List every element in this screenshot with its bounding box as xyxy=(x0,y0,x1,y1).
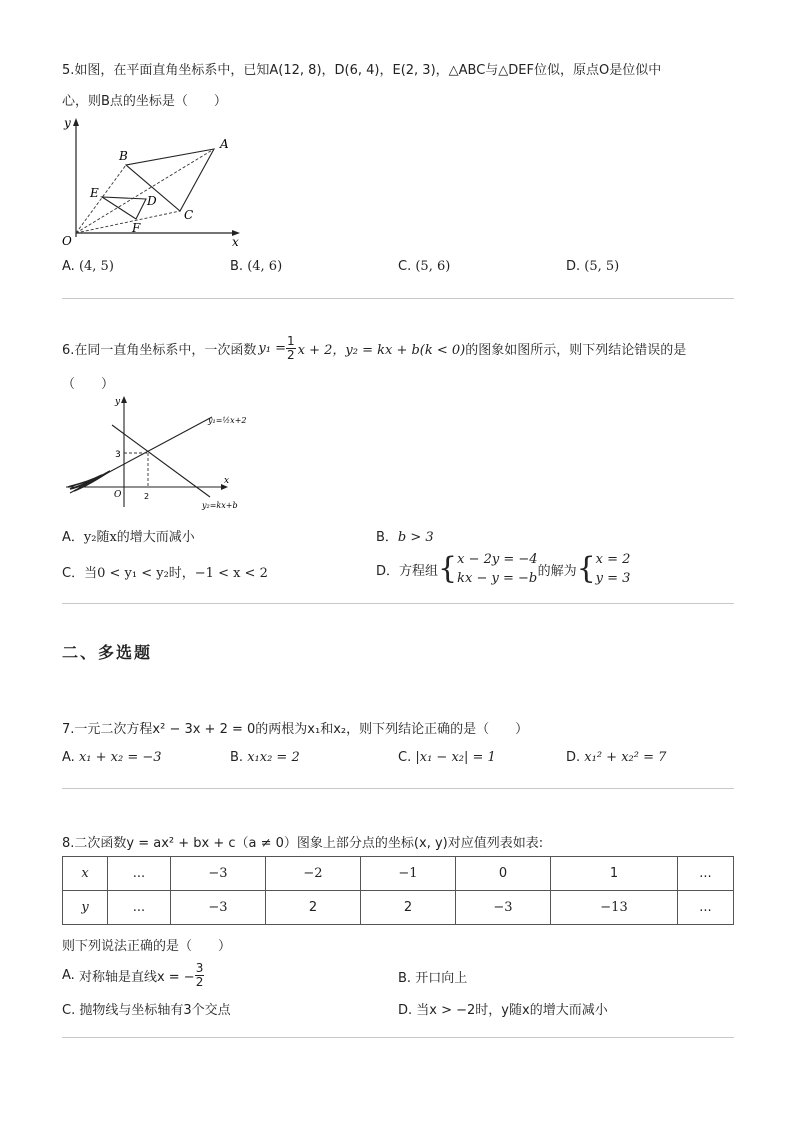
q6-option-d-pre: 方程组 xyxy=(399,563,439,579)
q5-ray-ob xyxy=(76,165,126,233)
q8-option-c-letter: C. xyxy=(62,1003,76,1018)
q6-system2 xyxy=(596,550,631,588)
q8-option-a-fraction xyxy=(195,962,205,988)
q5-option-d-letter: D. xyxy=(566,259,581,274)
q6-label-2: 2 xyxy=(144,492,150,501)
q8-option-d-text: 当x > −2时，y随x的增大而减小 xyxy=(416,1003,608,1018)
q5-triangle-def xyxy=(102,197,146,219)
q5-label-a: A xyxy=(220,137,229,151)
q5-option-a-text: (4, 5) xyxy=(78,259,114,274)
q5-option-d[interactable] xyxy=(566,259,619,274)
q5-option-d-text: (5, 5) xyxy=(584,259,620,274)
q6-stem-line2: （ ） xyxy=(62,377,115,392)
q7-option-c-letter: C. xyxy=(398,750,412,765)
q7-option-d-text: x₁² + x₂² = 7 xyxy=(584,750,667,765)
q7-option-b[interactable] xyxy=(230,750,300,765)
divider-q8 xyxy=(62,1037,734,1038)
q6-option-a-text: y₂随x的增大而减小 xyxy=(83,530,195,545)
divider-q5 xyxy=(62,298,734,299)
q6-option-d-letter: D． xyxy=(376,563,400,579)
q8-option-b-text: 开口向上 xyxy=(415,971,468,986)
table-cell: ... xyxy=(678,891,734,925)
q6-option-c-letter: C． xyxy=(62,566,85,581)
q6-stem-y1: y₁ = xyxy=(258,340,286,356)
q6-label-o: O xyxy=(114,490,122,500)
q8-prompt: 则下列说法正确的是（ ） xyxy=(62,939,232,954)
q7-option-a[interactable] xyxy=(62,750,162,765)
q6-stem-c: 的图象如图所示，则下列结论错误的是 xyxy=(465,342,687,358)
q5-option-b-text: (4, 6) xyxy=(247,259,283,274)
q6-label-line-y1: y₁=½x+2 xyxy=(208,416,247,425)
q6-option-d[interactable] xyxy=(376,549,630,589)
q6-scribble xyxy=(68,471,110,491)
q8-stem: 8.二次函数y = ax² + bx + c（a ≠ 0）图象上部分点的坐标(x, y)对应值列表如表: xyxy=(62,836,544,851)
q5-label-y: y xyxy=(64,116,71,130)
table-row-x xyxy=(63,857,734,891)
q5-triangle-abc xyxy=(126,149,214,211)
q6-option-a[interactable] xyxy=(62,526,195,545)
q5-option-b[interactable] xyxy=(230,259,282,274)
divider-q6 xyxy=(62,603,734,604)
q8-value-table xyxy=(62,856,734,925)
q5-stem-line1: 5.如图，在平面直角坐标系中，已知A(12, 8)，D(6, 4)，E(2, 3)，△ABC与△DEF位似，原点O是位似中 xyxy=(62,63,662,78)
q8-option-d-letter: D. xyxy=(398,1003,413,1018)
divider-q7 xyxy=(62,788,734,789)
q5-option-c[interactable] xyxy=(398,259,450,274)
q7-option-b-letter: B. xyxy=(230,750,244,765)
q5-y-arrow xyxy=(73,118,79,126)
q6-label-y: y xyxy=(115,397,121,407)
q6-figure xyxy=(62,395,262,515)
table-cell: −1 xyxy=(361,857,456,891)
q7-option-a-letter: A. xyxy=(62,750,75,765)
q8-option-a-letter: A. xyxy=(62,967,75,983)
q6-option-c-text: 当0 < y₁ < y₂时，−1 < x < 2 xyxy=(84,566,268,581)
q5-option-a[interactable] xyxy=(62,259,114,274)
q8-option-b-letter: B. xyxy=(398,971,412,986)
q7-option-c[interactable] xyxy=(398,750,496,765)
q6-label-line-y2: y₂=kx+b xyxy=(202,501,238,510)
q6-option-b[interactable] xyxy=(376,526,434,545)
q6-label-3: 3 xyxy=(115,450,121,460)
table-cell: y xyxy=(63,891,108,925)
q5-label-c: C xyxy=(184,208,194,222)
q5-figure xyxy=(60,115,250,253)
q6-option-b-text: b > 3 xyxy=(397,530,434,545)
q5-label-d: D xyxy=(147,194,157,208)
q7-option-c-text: |x₁ − x₂| = 1 xyxy=(415,750,496,765)
table-cell: ... xyxy=(108,891,171,925)
table-row-y xyxy=(63,891,734,925)
q8-option-a-text: 对称轴是直线x = − xyxy=(78,969,195,985)
q7-option-d[interactable] xyxy=(566,750,666,765)
q6-frac-den: 2 xyxy=(287,347,295,362)
q6-system1-line2: kx − y = −b xyxy=(457,571,538,586)
q5-option-c-text: (5, 6) xyxy=(415,259,451,274)
table-cell: ... xyxy=(108,857,171,891)
q5-label-b: B xyxy=(119,149,128,163)
q8-option-c[interactable] xyxy=(62,999,231,1018)
q7-stem: 7.一元二次方程x² − 3x + 2 = 0的两根为x₁和x₂，则下列结论正确的是（ ） xyxy=(62,722,529,737)
q6-stem-line1 xyxy=(62,335,686,361)
q7-option-b-text: x₁x₂ = 2 xyxy=(247,750,300,765)
table-cell: 0 xyxy=(456,857,551,891)
q6-option-c[interactable] xyxy=(62,562,268,581)
q8-option-b[interactable] xyxy=(398,967,467,986)
table-cell: −13 xyxy=(551,891,678,925)
table-cell: −3 xyxy=(456,891,551,925)
table-cell: −3 xyxy=(171,857,266,891)
table-cell: ... xyxy=(678,857,734,891)
q6-option-b-letter: B． xyxy=(376,530,398,545)
q6-stem-b: x + 2，y₂ = kx + b(k < 0) xyxy=(297,342,466,358)
q6-system2-brace: { xyxy=(576,551,596,586)
q6-label-x: x xyxy=(224,476,230,486)
q8-option-a[interactable] xyxy=(62,958,204,992)
q7-option-a-text: x₁ + x₂ = −3 xyxy=(78,750,162,765)
q6-system1 xyxy=(457,550,537,588)
q5-label-e: E xyxy=(90,186,99,200)
q8-frac-den: 2 xyxy=(195,974,204,989)
q6-system2-line2: y = 3 xyxy=(595,571,631,586)
q6-system2-line1: x = 2 xyxy=(595,552,631,567)
q7-option-d-letter: D. xyxy=(566,750,581,765)
table-cell: 1 xyxy=(551,857,678,891)
table-cell: −2 xyxy=(266,857,361,891)
q8-option-d[interactable] xyxy=(398,999,608,1018)
q5-label-o: O xyxy=(62,234,72,248)
q5-option-a-letter: A. xyxy=(62,259,75,274)
q8-frac-num: 3 xyxy=(195,960,204,975)
q5-option-b-letter: B. xyxy=(230,259,244,274)
table-cell: 2 xyxy=(266,891,361,925)
q6-stem-a: 6.在同一直角坐标系中，一次函数 xyxy=(62,342,257,358)
table-cell: −3 xyxy=(171,891,266,925)
q5-option-c-letter: C. xyxy=(398,259,412,274)
q6-stem-fraction xyxy=(286,335,296,361)
q6-system1-brace: { xyxy=(438,551,458,586)
section-heading: 二、多选题 xyxy=(62,643,153,662)
q6-option-d-mid: 的解为 xyxy=(537,563,577,579)
q5-label-f: F xyxy=(132,221,141,235)
q6-frac-num: 1 xyxy=(287,334,295,348)
table-cell: 2 xyxy=(361,891,456,925)
table-cell: x xyxy=(63,857,108,891)
q5-stem-line2: 心，则B点的坐标是（ ） xyxy=(62,94,227,109)
q6-option-a-letter: A． xyxy=(62,530,84,545)
q6-y-arrow xyxy=(121,396,127,403)
q5-label-x: x xyxy=(232,235,239,249)
q6-line-y2 xyxy=(112,425,210,497)
q6-system1-line1: x − 2y = −4 xyxy=(457,552,538,567)
q8-option-c-text: 抛物线与坐标轴有3个交点 xyxy=(79,1003,231,1018)
